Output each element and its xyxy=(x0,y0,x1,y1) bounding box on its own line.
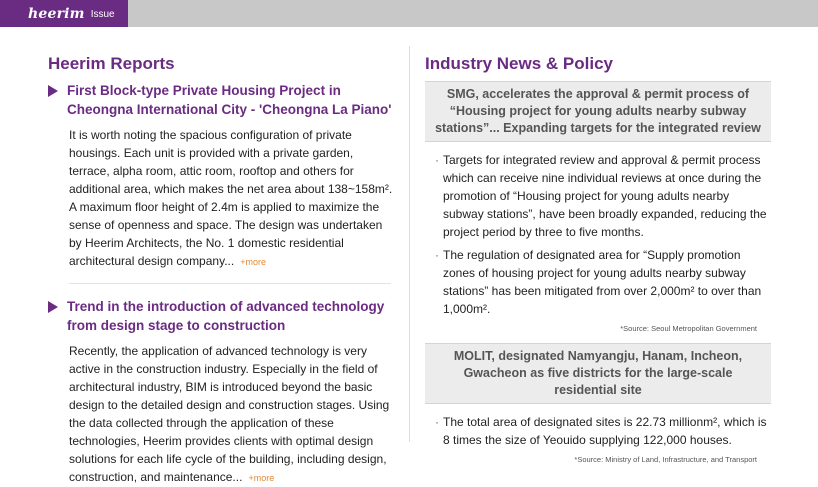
report-text: Recently, the application of advanced technology is very active in the construction industry. Especially in the field of architectural industry, BIM is introduced beyond the basic design to the detailed design and construction stages. Using the data collected through the application of these technologies, Heerim provides clients with optimal design solutions for each life cycle of the building, including design, construction, and maintenance... xyxy=(69,344,390,484)
report-title[interactable]: First Block-type Private Housing Project in Cheongna International City - 'Cheongna La Piano' xyxy=(67,83,392,117)
report-item xyxy=(48,297,396,487)
more-link[interactable]: +more xyxy=(248,473,275,483)
report-item xyxy=(48,81,396,271)
more-link[interactable]: +more xyxy=(240,257,266,267)
column-divider xyxy=(409,46,410,442)
news-source: *Source: Ministry of Land, Infrastructure, and Transport xyxy=(574,455,757,464)
news-list xyxy=(425,413,771,449)
news-source: *Source: Seoul Metropolitan Government xyxy=(620,324,757,333)
triangle-bullet-icon xyxy=(48,301,58,313)
report-text: It is worth noting the spacious configuration of private housings. Each unit is provided with a private garden, terrace, alpha room, attic room, rooftop and others for additional area, which makes the net area about 138~158m². A maximum floor height of 2.4m is applied to maximize the sense of openness and space. The design was undertaken by Heerim Architects, the No. 1 domestic residential architectural design company... xyxy=(69,128,393,268)
report-header[interactable] xyxy=(48,297,396,335)
issue-label: Issue xyxy=(90,9,115,20)
brand-tab[interactable] xyxy=(0,0,128,27)
news-list xyxy=(425,151,771,318)
industry-news-title: Industry News & Policy xyxy=(425,54,613,73)
industry-news-column xyxy=(425,54,771,474)
report-divider xyxy=(69,283,391,284)
news-item: · The total area of designated sites is 22.73 millionm², which is 8 times the size of Yeouido supplying 122,000 houses. xyxy=(437,413,771,449)
heerim-reports-column xyxy=(48,54,396,487)
news-headline: MOLIT, designated Namyangju, Hanam, Incheon, Gwacheon as five districts for the large-scale residential site xyxy=(425,343,771,404)
news-headline: SMG, accelerates the approval & permit process of “Housing project for young adults nearby subway stations”... Expanding targets for the integrated review xyxy=(425,81,771,142)
report-header[interactable] xyxy=(48,81,396,119)
report-title[interactable]: Trend in the introduction of advanced technology from design stage to construction xyxy=(67,299,385,333)
heerim-logo: heerim xyxy=(28,5,85,22)
report-body xyxy=(69,342,396,487)
triangle-bullet-icon xyxy=(48,85,58,97)
heerim-reports-title: Heerim Reports xyxy=(48,54,175,73)
top-bar xyxy=(0,0,818,27)
news-item: · Targets for integrated review and approval & permit process which can receive nine individual reviews at once during the promotion of “Housing project for young adults nearby subway stations”, have been broadly expanded, reducing the project period by three to five months. xyxy=(437,151,771,241)
news-item: · The regulation of designated area for “Supply promotion zones of housing project for young adults nearby subway stations” has been mitigated from over 2,000m² to over than 1,000m². xyxy=(437,246,771,318)
report-body xyxy=(69,126,396,271)
